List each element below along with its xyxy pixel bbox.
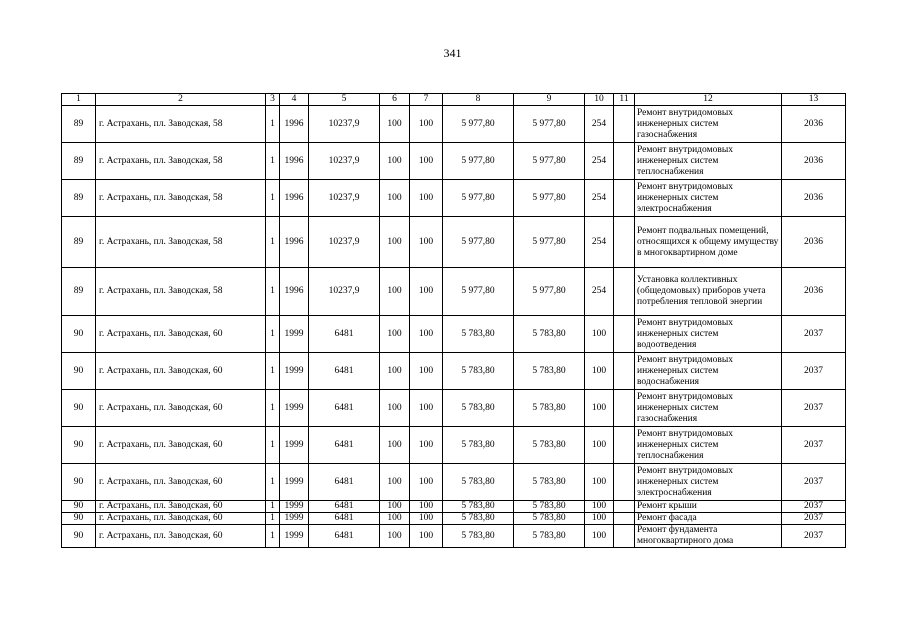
page-number: 341 (443, 46, 462, 60)
planned-year-cell: 2036 (782, 217, 846, 268)
table-row (62, 180, 846, 217)
col10-cell: 254 (585, 217, 614, 268)
col10-cell: 254 (585, 180, 614, 217)
work-type-cell: Ремонт фундамента многоквартирного дома (635, 525, 782, 548)
column-header: 9 (514, 94, 585, 106)
table-row (62, 513, 846, 525)
year-cell: 1996 (280, 106, 309, 143)
area-cell: 6481 (309, 513, 380, 525)
col7-cell: 100 (410, 525, 443, 548)
column-header: 3 (266, 94, 280, 106)
year-cell: 1999 (280, 353, 309, 390)
planned-year-cell: 2037 (782, 513, 846, 525)
col6-cell: 100 (380, 513, 410, 525)
total-cost-cell: 5 783,80 (514, 501, 585, 513)
col7-cell: 100 (410, 316, 443, 353)
row-number-cell: 90 (62, 513, 96, 525)
cost-cell: 5 977,80 (443, 106, 514, 143)
col7-cell: 100 (410, 180, 443, 217)
planned-year-cell: 2037 (782, 501, 846, 513)
row-number-cell: 90 (62, 427, 96, 464)
col10-cell: 100 (585, 501, 614, 513)
total-cost-cell: 5 977,80 (514, 268, 585, 316)
col7-cell: 100 (410, 390, 443, 427)
cost-cell: 5 977,80 (443, 268, 514, 316)
col6-cell: 100 (380, 525, 410, 548)
area-cell: 6481 (309, 353, 380, 390)
column-header: 2 (96, 94, 266, 106)
planned-year-cell: 2037 (782, 353, 846, 390)
col6-cell: 100 (380, 464, 410, 501)
col11-cell (614, 316, 635, 353)
cost-cell: 5 783,80 (443, 316, 514, 353)
header-row (62, 94, 846, 106)
col11-cell (614, 501, 635, 513)
address-cell: г. Астрахань, пл. Заводская, 60 (96, 390, 266, 427)
total-cost-cell: 5 783,80 (514, 464, 585, 501)
repair-schedule-table (61, 93, 846, 548)
cost-cell: 5 783,80 (443, 390, 514, 427)
year-cell: 1999 (280, 464, 309, 501)
table-row (62, 106, 846, 143)
year-cell: 1999 (280, 427, 309, 464)
col3-cell: 1 (266, 268, 280, 316)
year-cell: 1999 (280, 501, 309, 513)
col3-cell: 1 (266, 106, 280, 143)
col6-cell: 100 (380, 390, 410, 427)
cost-cell: 5 977,80 (443, 217, 514, 268)
planned-year-cell: 2037 (782, 390, 846, 427)
column-header: 1 (62, 94, 96, 106)
work-type-cell: Ремонт внутридомовых инженерных систем газоснабжения (635, 390, 782, 427)
column-header: 4 (280, 94, 309, 106)
planned-year-cell: 2037 (782, 316, 846, 353)
total-cost-cell: 5 977,80 (514, 217, 585, 268)
work-type-cell: Ремонт подвальных помещений, относящихся к общему имуществу в многоквартирном доме (635, 217, 782, 268)
col10-cell: 100 (585, 427, 614, 464)
cost-cell: 5 977,80 (443, 180, 514, 217)
col11-cell (614, 390, 635, 427)
year-cell: 1999 (280, 390, 309, 427)
row-number-cell: 90 (62, 390, 96, 427)
work-type-cell: Ремонт внутридомовых инженерных систем водоснабжения (635, 353, 782, 390)
area-cell: 6481 (309, 316, 380, 353)
address-cell: г. Астрахань, пл. Заводская, 60 (96, 501, 266, 513)
planned-year-cell: 2036 (782, 143, 846, 180)
row-number-cell: 90 (62, 525, 96, 548)
area-cell: 10237,9 (309, 180, 380, 217)
col6-cell: 100 (380, 217, 410, 268)
col10-cell: 100 (585, 353, 614, 390)
column-header: 7 (410, 94, 443, 106)
col6-cell: 100 (380, 353, 410, 390)
col10-cell: 100 (585, 513, 614, 525)
work-type-cell: Ремонт внутридомовых инженерных систем электроснабжения (635, 464, 782, 501)
area-cell: 6481 (309, 390, 380, 427)
work-type-cell: Ремонт внутридомовых инженерных систем теплоснабжения (635, 427, 782, 464)
address-cell: г. Астрахань, пл. Заводская, 58 (96, 180, 266, 217)
col11-cell (614, 353, 635, 390)
col6-cell: 100 (380, 180, 410, 217)
col3-cell: 1 (266, 513, 280, 525)
table-row (62, 390, 846, 427)
cost-cell: 5 783,80 (443, 353, 514, 390)
address-cell: г. Астрахань, пл. Заводская, 60 (96, 464, 266, 501)
col11-cell (614, 268, 635, 316)
planned-year-cell: 2036 (782, 268, 846, 316)
year-cell: 1999 (280, 525, 309, 548)
col11-cell (614, 525, 635, 548)
column-header: 11 (614, 94, 635, 106)
table-row (62, 217, 846, 268)
planned-year-cell: 2037 (782, 525, 846, 548)
row-number-cell: 90 (62, 464, 96, 501)
area-cell: 6481 (309, 464, 380, 501)
col3-cell: 1 (266, 525, 280, 548)
row-number-cell: 90 (62, 501, 96, 513)
address-cell: г. Астрахань, пл. Заводская, 60 (96, 353, 266, 390)
table-row (62, 353, 846, 390)
col7-cell: 100 (410, 143, 443, 180)
col6-cell: 100 (380, 427, 410, 464)
column-header: 6 (380, 94, 410, 106)
col3-cell: 1 (266, 316, 280, 353)
address-cell: г. Астрахань, пл. Заводская, 60 (96, 427, 266, 464)
col7-cell: 100 (410, 268, 443, 316)
cost-cell: 5 783,80 (443, 513, 514, 525)
planned-year-cell: 2037 (782, 427, 846, 464)
total-cost-cell: 5 977,80 (514, 143, 585, 180)
total-cost-cell: 5 783,80 (514, 513, 585, 525)
col11-cell (614, 217, 635, 268)
table-row (62, 268, 846, 316)
address-cell: г. Астрахань, пл. Заводская, 60 (96, 316, 266, 353)
total-cost-cell: 5 977,80 (514, 106, 585, 143)
table-row (62, 316, 846, 353)
table-row (62, 501, 846, 513)
col3-cell: 1 (266, 143, 280, 180)
col6-cell: 100 (380, 316, 410, 353)
row-number-cell: 90 (62, 353, 96, 390)
col3-cell: 1 (266, 180, 280, 217)
work-type-cell: Установка коллективных (общедомовых) приборов учета потребления тепловой энергии (635, 268, 782, 316)
col11-cell (614, 143, 635, 180)
work-type-cell: Ремонт внутридомовых инженерных систем газоснабжения (635, 106, 782, 143)
total-cost-cell: 5 783,80 (514, 316, 585, 353)
col6-cell: 100 (380, 143, 410, 180)
table-body (62, 94, 846, 548)
table-row (62, 525, 846, 548)
address-cell: г. Астрахань, пл. Заводская, 60 (96, 525, 266, 548)
row-number-cell: 89 (62, 268, 96, 316)
table-row (62, 427, 846, 464)
col10-cell: 254 (585, 143, 614, 180)
col7-cell: 100 (410, 427, 443, 464)
cost-cell: 5 783,80 (443, 464, 514, 501)
row-number-cell: 89 (62, 180, 96, 217)
planned-year-cell: 2036 (782, 180, 846, 217)
year-cell: 1996 (280, 143, 309, 180)
column-header: 8 (443, 94, 514, 106)
address-cell: г. Астрахань, пл. Заводская, 58 (96, 106, 266, 143)
col3-cell: 1 (266, 353, 280, 390)
year-cell: 1996 (280, 268, 309, 316)
work-type-cell: Ремонт фасада (635, 513, 782, 525)
col10-cell: 254 (585, 106, 614, 143)
col7-cell: 100 (410, 513, 443, 525)
col7-cell: 100 (410, 106, 443, 143)
address-cell: г. Астрахань, пл. Заводская, 58 (96, 143, 266, 180)
col10-cell: 254 (585, 268, 614, 316)
col11-cell (614, 180, 635, 217)
area-cell: 10237,9 (309, 217, 380, 268)
year-cell: 1999 (280, 513, 309, 525)
planned-year-cell: 2036 (782, 106, 846, 143)
column-header: 12 (635, 94, 782, 106)
area-cell: 10237,9 (309, 106, 380, 143)
col3-cell: 1 (266, 427, 280, 464)
row-number-cell: 89 (62, 143, 96, 180)
col11-cell (614, 513, 635, 525)
total-cost-cell: 5 783,80 (514, 525, 585, 548)
work-type-cell: Ремонт внутридомовых инженерных систем водоотведения (635, 316, 782, 353)
col3-cell: 1 (266, 390, 280, 427)
year-cell: 1996 (280, 180, 309, 217)
col3-cell: 1 (266, 464, 280, 501)
work-type-cell: Ремонт внутридомовых инженерных систем электроснабжения (635, 180, 782, 217)
year-cell: 1996 (280, 217, 309, 268)
address-cell: г. Астрахань, пл. Заводская, 58 (96, 217, 266, 268)
column-header: 5 (309, 94, 380, 106)
col10-cell: 100 (585, 390, 614, 427)
cost-cell: 5 783,80 (443, 525, 514, 548)
work-type-cell: Ремонт крыши (635, 501, 782, 513)
year-cell: 1999 (280, 316, 309, 353)
col11-cell (614, 106, 635, 143)
col6-cell: 100 (380, 501, 410, 513)
area-cell: 6481 (309, 427, 380, 464)
col7-cell: 100 (410, 501, 443, 513)
col11-cell (614, 427, 635, 464)
col6-cell: 100 (380, 268, 410, 316)
work-type-cell: Ремонт внутридомовых инженерных систем теплоснабжения (635, 143, 782, 180)
column-header: 10 (585, 94, 614, 106)
total-cost-cell: 5 783,80 (514, 390, 585, 427)
table-row (62, 143, 846, 180)
area-cell: 6481 (309, 501, 380, 513)
cost-cell: 5 783,80 (443, 427, 514, 464)
cost-cell: 5 783,80 (443, 501, 514, 513)
col7-cell: 100 (410, 464, 443, 501)
col7-cell: 100 (410, 353, 443, 390)
col7-cell: 100 (410, 217, 443, 268)
col10-cell: 100 (585, 316, 614, 353)
col10-cell: 100 (585, 525, 614, 548)
col11-cell (614, 464, 635, 501)
col6-cell: 100 (380, 106, 410, 143)
area-cell: 6481 (309, 525, 380, 548)
total-cost-cell: 5 783,80 (514, 353, 585, 390)
column-header: 13 (782, 94, 846, 106)
cost-cell: 5 977,80 (443, 143, 514, 180)
col3-cell: 1 (266, 501, 280, 513)
address-cell: г. Астрахань, пл. Заводская, 60 (96, 513, 266, 525)
address-cell: г. Астрахань, пл. Заводская, 58 (96, 268, 266, 316)
col10-cell: 100 (585, 464, 614, 501)
row-number-cell: 89 (62, 106, 96, 143)
table-row (62, 464, 846, 501)
area-cell: 10237,9 (309, 143, 380, 180)
row-number-cell: 90 (62, 316, 96, 353)
total-cost-cell: 5 977,80 (514, 180, 585, 217)
total-cost-cell: 5 783,80 (514, 427, 585, 464)
col3-cell: 1 (266, 217, 280, 268)
area-cell: 10237,9 (309, 268, 380, 316)
row-number-cell: 89 (62, 217, 96, 268)
planned-year-cell: 2037 (782, 464, 846, 501)
